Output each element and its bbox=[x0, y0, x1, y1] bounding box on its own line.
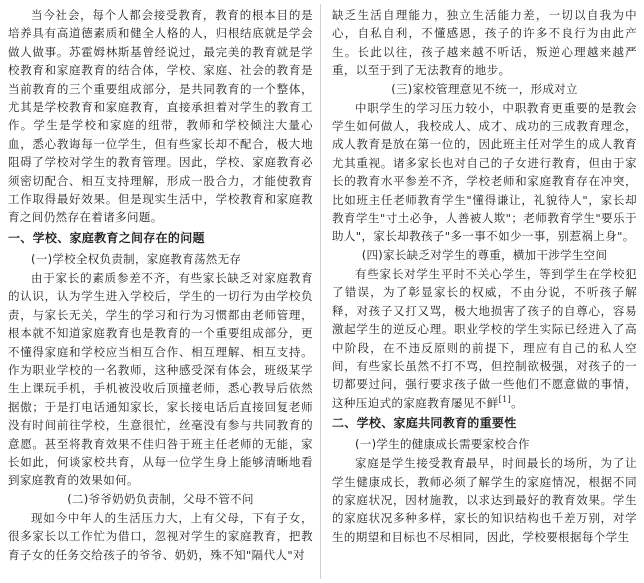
paragraph-family-education: 家庭是学生接受教育最早，时间最长的场所，为了让学生健康成长，教师必须了解学生的家庭情况，根据不同的家庭状况，因材施教，以求达到最好的教育效果。学生的家庭状况多种多样，家长的知识结构也千差万别，对学生的期望和目标也不尽相同，因此，学校要根据每个学生 bbox=[332, 456, 637, 544]
right-column bbox=[332, 6, 637, 546]
left-column bbox=[8, 6, 313, 564]
subheading-school-full-responsibility: (一)学校全权负责制，家庭教育荡然无存 bbox=[31, 251, 242, 266]
section-heading-problems: 一、学校、家庭教育之间存在的问题 bbox=[8, 230, 205, 245]
section-heading-importance: 二、学校、家庭共同教育的重要性 bbox=[332, 416, 517, 431]
paragraph-end-mark: 。 bbox=[511, 395, 524, 410]
subheading-grandparents: (二)爷爷奶奶负责制，父母不管不问 bbox=[67, 491, 254, 506]
subheading-lack-of-respect: (四)家长缺乏对学生的尊重，横加干涉学生空间 bbox=[361, 247, 608, 262]
paragraph-parent-quality: 由于家长的素质参差不齐，有些家长缺乏对家庭教育的认识，认为学生进入学校后，学生的一切行为由学校负责，与家长无关，学生的学习和行为习惯都由老师管理，根本就不知道家庭教育也是教育的一个重要组成部分，更不懂得家庭和学校应当相互合作、相互理解、相互支持。作为职业学校的一名教师，这种感受深有体会，班级某学生上课玩手机，手机被没收后顶撞老师，悉心教导后依然据傲；于是打电话通知家长，家长接电话后直接回复老师没有时间前往学校，生意很忙，丝毫没有参与共同教育的意愿。甚至将教育效果不佳归咎于班主任老师的无能，家长如此，何谈家校共育，从每一位学生身上能够清晰地看到家庭教育的效果如何。 bbox=[8, 270, 313, 488]
paragraph-parent-interference bbox=[332, 265, 637, 412]
paragraph-middle-aged-pressure: 现如今中年人的生活压力大，上有父母，下有子女，很多家长以工作忙为借口，忽视对学生的家庭教育，把教育子女的任务交给孩子的爷爷、奶奶，殊不知"隔代人"对 bbox=[8, 510, 313, 562]
subheading-healthy-growth: (一)学生的健康成长需要家校合作 bbox=[355, 437, 530, 452]
paragraph-continuation: 缺乏生活自理能力，独立生活能力差，一切以自我为中心，自私自利，不懂感恩，孩子的许多不良行为由此产生。长此以往，孩子越来越不听话，叛逆心理越来越严重，以至于到了无法教育的地步。 bbox=[332, 8, 637, 78]
subheading-management-conflict: (三)家校管理意见不统一，形成对立 bbox=[391, 81, 578, 96]
intro-paragraph: 当今社会，每个人都会接受教育，教育的根本目的是培养具有高道德素质和健全人格的人，归根结底就是学会做人做事。苏霍姆林斯基曾经说过，最完美的教育就是学校教育和家庭教育的结合体，学校、家庭、社会的教育是当前教育的三个重要组成部分，是共同教育的一个整体，尤其是学校教育和家庭教育，直接承担着对学生的教育工作。学生是学校和家庭的纽带，教师和学校倾注大量心血，悉心教诲每一位学生，但有些家长却不配合，极大地阻碍了学校对学生的教育管理。因此，学校、家庭教育必须密切配合、相互支持理解，形成一股合力，才能使教育工作取得最好效果。但是现实生活中，学校教育和家庭教育之间仍然存在着诸多问题。 bbox=[8, 8, 313, 225]
paragraph-vocational-students: 中职学生的学习压力较小，中职教育更重要的是教会学生如何做人，我校成人、成才、成功的三成教育理念，成人教育是放在第一位的，因此班主任对学生的成人教育尤其重视。诸多家长也对自己的子女进行教育，但由于家长的教育水平参差不齐，学校老师和家庭教育存在冲突，比如班主任老师教育学生"懂得谦让，礼貌待人"，家长却教育学生"寸土必争，人善被人欺"；老师教育学生"要乐于助人"，家长却教孩子"多一事不如少一事，别惹祸上身"。 bbox=[332, 100, 637, 244]
column-divider bbox=[320, 4, 321, 579]
paragraph-parent-interference-text: 有些家长对学生平时不关心学生，等到学生在学校犯了错误，为了彰显家长的权威，不由分说，不听孩子解释，对孩子又打又骂，极大地损害了孩子的自尊心，容易激起学生的逆反心理。职业学校的学生实际已经进入了高中阶段，在不违反原则的前提下，理应有自己的私人空间，有些家长虽然不打不骂，但控制欲极强，对孩子的一切都要过问，强行要求孩子做一些他们不愿意做的事情，这种压迫式的家庭教育屡见不鲜 bbox=[332, 266, 637, 410]
citation-marker: [1] bbox=[498, 394, 512, 404]
